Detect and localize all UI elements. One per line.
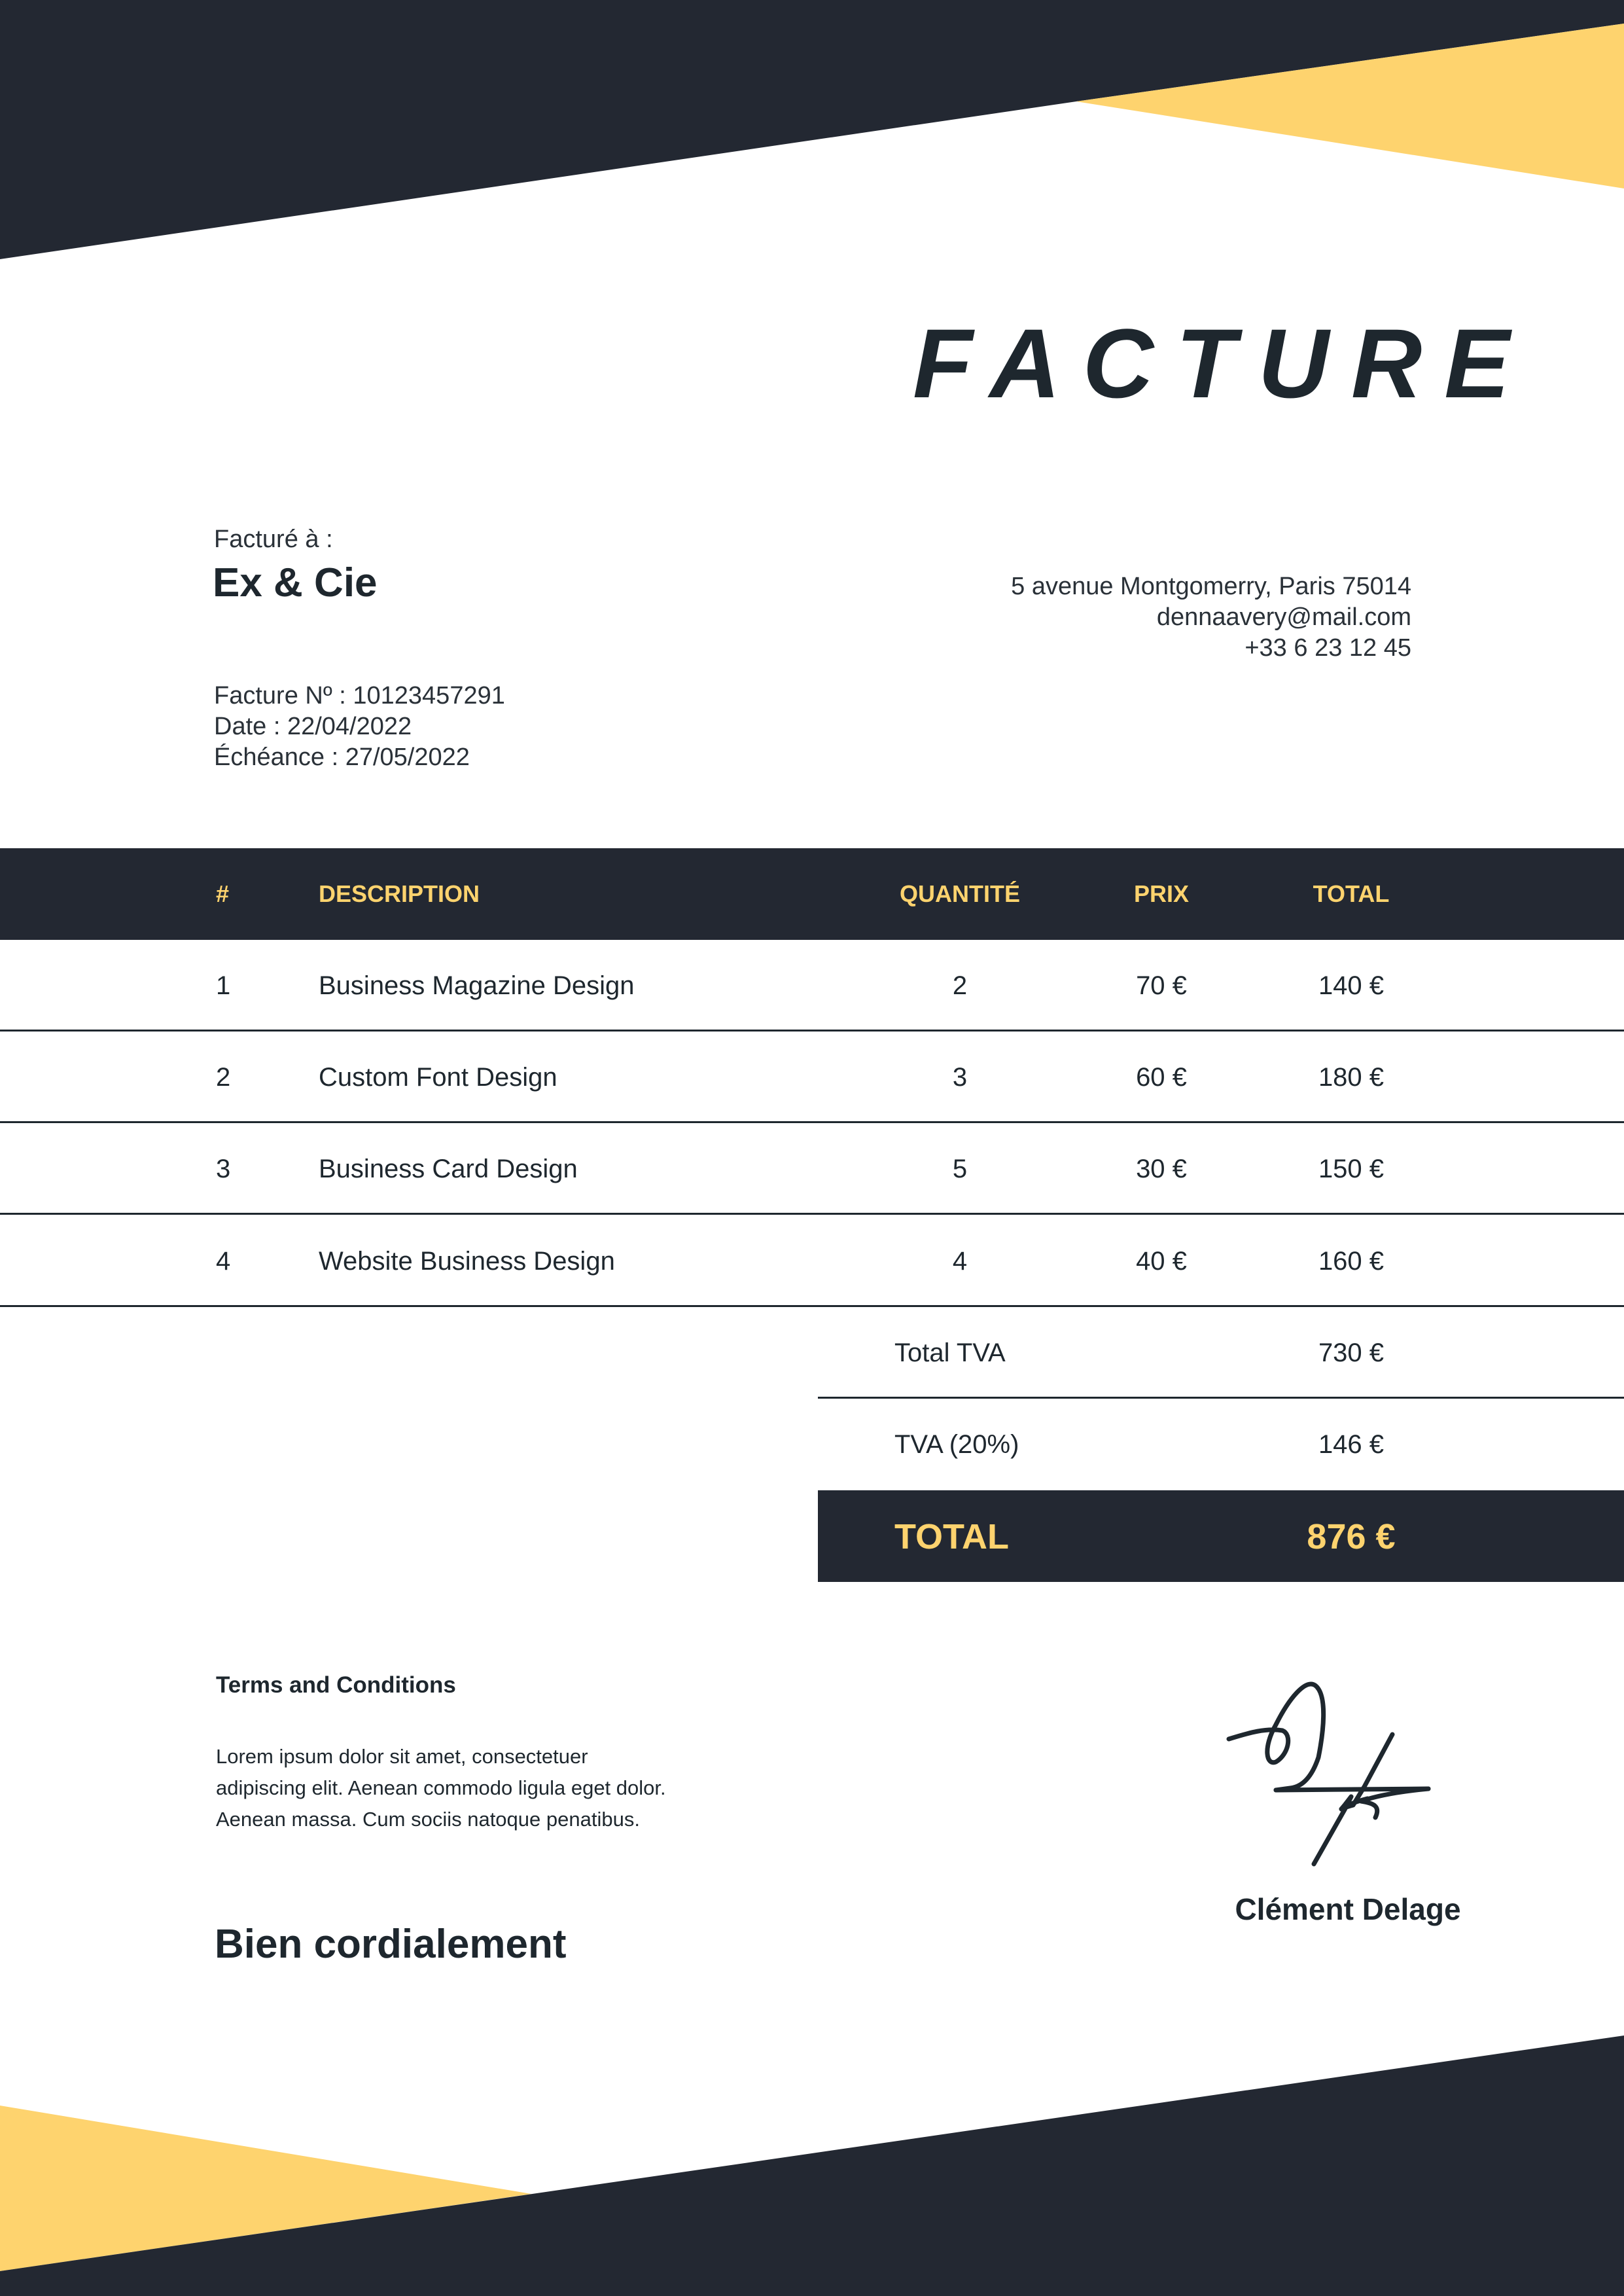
invoice-due-date: Échéance : 27/05/2022	[214, 744, 470, 771]
terms-title: Terms and Conditions	[216, 1672, 456, 1698]
row-total: 180 €	[1318, 1063, 1385, 1092]
summary-subtotal-row	[818, 1307, 1624, 1399]
tax-label: TVA (20%)	[894, 1430, 1019, 1459]
invoice-meta	[214, 681, 505, 773]
billed-to-label: Facturé à :	[214, 526, 333, 553]
row-quantity: 4	[952, 1247, 968, 1276]
row-number: 1	[216, 971, 231, 1000]
sender-email: dennaavery@mail.com	[1156, 603, 1411, 631]
row-number: 4	[216, 1247, 231, 1276]
table-row	[0, 1123, 1624, 1215]
terms-line: Aenean massa. Cum sociis natoque penatibus.	[216, 1808, 640, 1831]
row-total: 160 €	[1318, 1247, 1385, 1276]
client-name: Ex & Cie	[213, 560, 378, 605]
grand-total-label: TOTAL	[894, 1517, 1009, 1556]
invoice-number: Facture Nº : 10123457291	[214, 682, 505, 709]
sender-address: 5 avenue Montgomerry, Paris 75014	[1011, 573, 1411, 600]
invoice-date: Date : 22/04/2022	[214, 713, 412, 740]
header-price: PRIX	[1133, 880, 1190, 907]
row-description: Business Card Design	[319, 1155, 578, 1183]
row-quantity: 2	[952, 971, 968, 1000]
row-total: 150 €	[1318, 1155, 1385, 1183]
row-description: Website Business Design	[319, 1247, 615, 1276]
signature-icon	[1178, 1662, 1505, 1878]
table-row	[0, 940, 1624, 1031]
table-header	[0, 848, 1624, 940]
row-quantity: 5	[952, 1155, 968, 1183]
terms-body	[216, 1741, 805, 1835]
row-price: 60 €	[1136, 1063, 1187, 1092]
row-total: 140 €	[1318, 971, 1385, 1000]
summary-tax-row	[818, 1399, 1624, 1490]
grand-total-row	[818, 1490, 1624, 1582]
terms-line: adipiscing elit. Aenean commodo ligula eget dolor.	[216, 1776, 666, 1799]
header-quantity: QUANTITÉ	[900, 880, 1020, 907]
header-total: TOTAL	[1313, 880, 1390, 907]
terms-line: Lorem ipsum dolor sit amet, consectetuer	[216, 1745, 588, 1768]
row-price: 40 €	[1136, 1247, 1187, 1276]
row-quantity: 3	[952, 1063, 968, 1092]
header-description: DESCRIPTION	[319, 880, 480, 907]
tax-value: 146 €	[1318, 1430, 1385, 1459]
signer-name: Clément Delage	[1235, 1892, 1461, 1926]
sender-contact	[1011, 571, 1411, 664]
row-number: 3	[216, 1155, 231, 1183]
row-description: Custom Font Design	[319, 1063, 557, 1092]
row-number: 2	[216, 1063, 231, 1092]
table-row	[0, 1031, 1624, 1123]
grand-total-value: 876 €	[1307, 1517, 1396, 1556]
subtotal-value: 730 €	[1318, 1338, 1385, 1367]
row-price: 70 €	[1136, 971, 1187, 1000]
row-price: 30 €	[1136, 1155, 1187, 1183]
invoice-title: FACTURE	[913, 308, 1532, 418]
header-number: #	[216, 880, 230, 907]
table-row	[0, 1215, 1624, 1307]
closing-text: Bien cordialement	[215, 1922, 567, 1967]
subtotal-label: Total TVA	[894, 1338, 1006, 1367]
sender-phone: +33 6 23 12 45	[1244, 634, 1411, 662]
row-description: Business Magazine Design	[319, 971, 635, 1000]
